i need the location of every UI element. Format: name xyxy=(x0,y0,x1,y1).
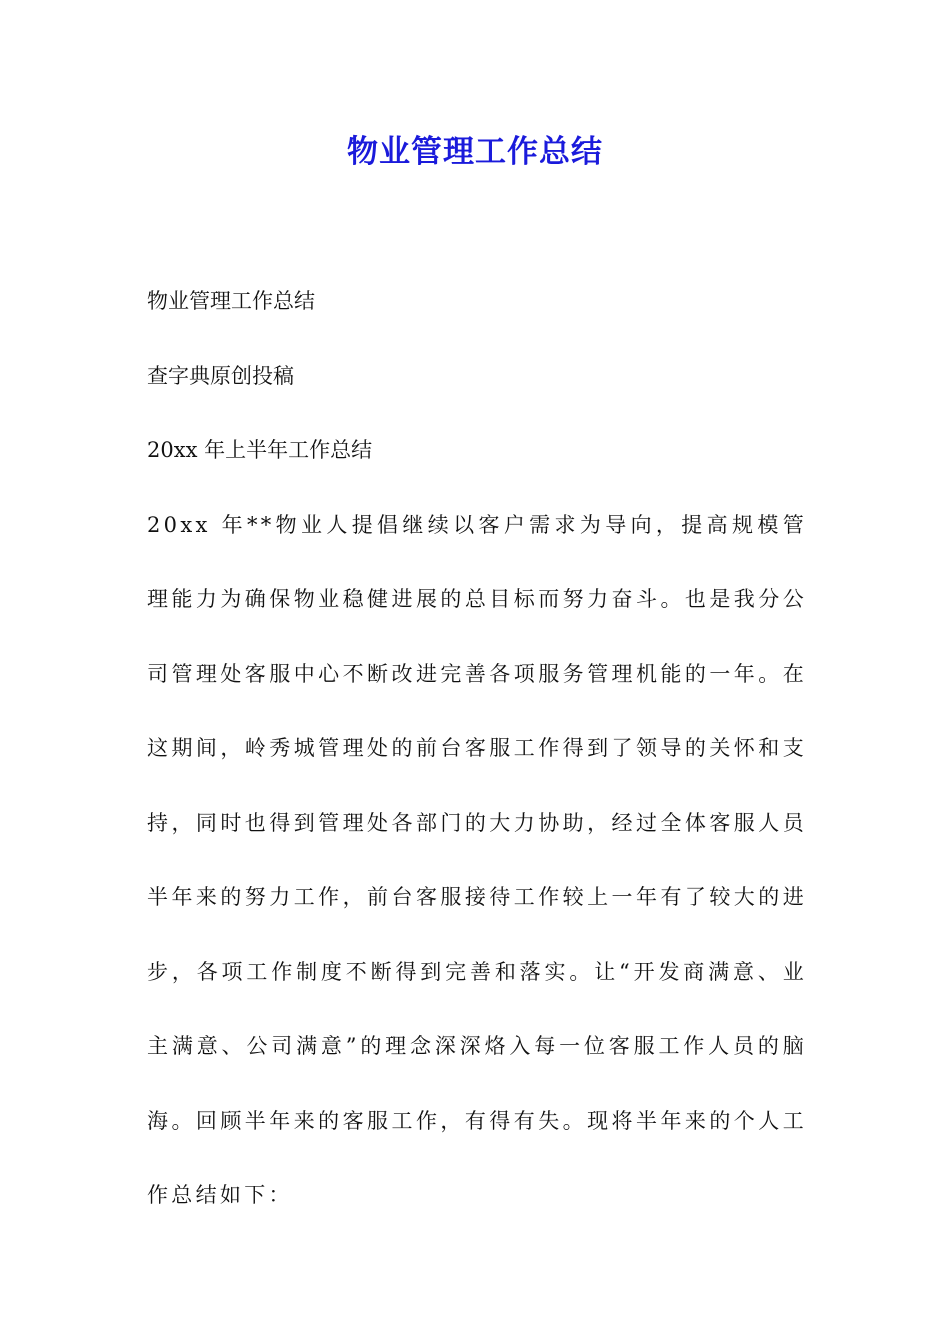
document-title: 物业管理工作总结 xyxy=(347,134,603,170)
subtitle-line: 物业管理工作总结 xyxy=(147,289,315,313)
document-body xyxy=(147,264,807,1233)
source-line: 查字典原创投稿 xyxy=(147,363,294,388)
section-heading: 20xx 年上半年工作总结 xyxy=(147,438,373,462)
body-paragraph: 20xx 年**物业人提倡继续以客户需求为导向，提高规模管理能力为确保物业稳健进展的总目标而努力奋斗。也是我分公司管理处客服中心不断改进完善各项服务管理机能的一年。在这期间，岭秀城管理处的前台客服工作得到了领导的关怀和支持，同时也得到管理处各部门的大力协助，经过全体客服人员半年来的努力工作，前台客服接待工作较上一年有了较大的进步，各项工作制度不断得到完善和落实。让“开发商满意、业主满意、公司满意”的理念深深烙入每一位客服工作人员的脑海。回顾半年来的客服工作，有得有失。现将半年来的个人工作总结如下： xyxy=(147,512,807,1207)
